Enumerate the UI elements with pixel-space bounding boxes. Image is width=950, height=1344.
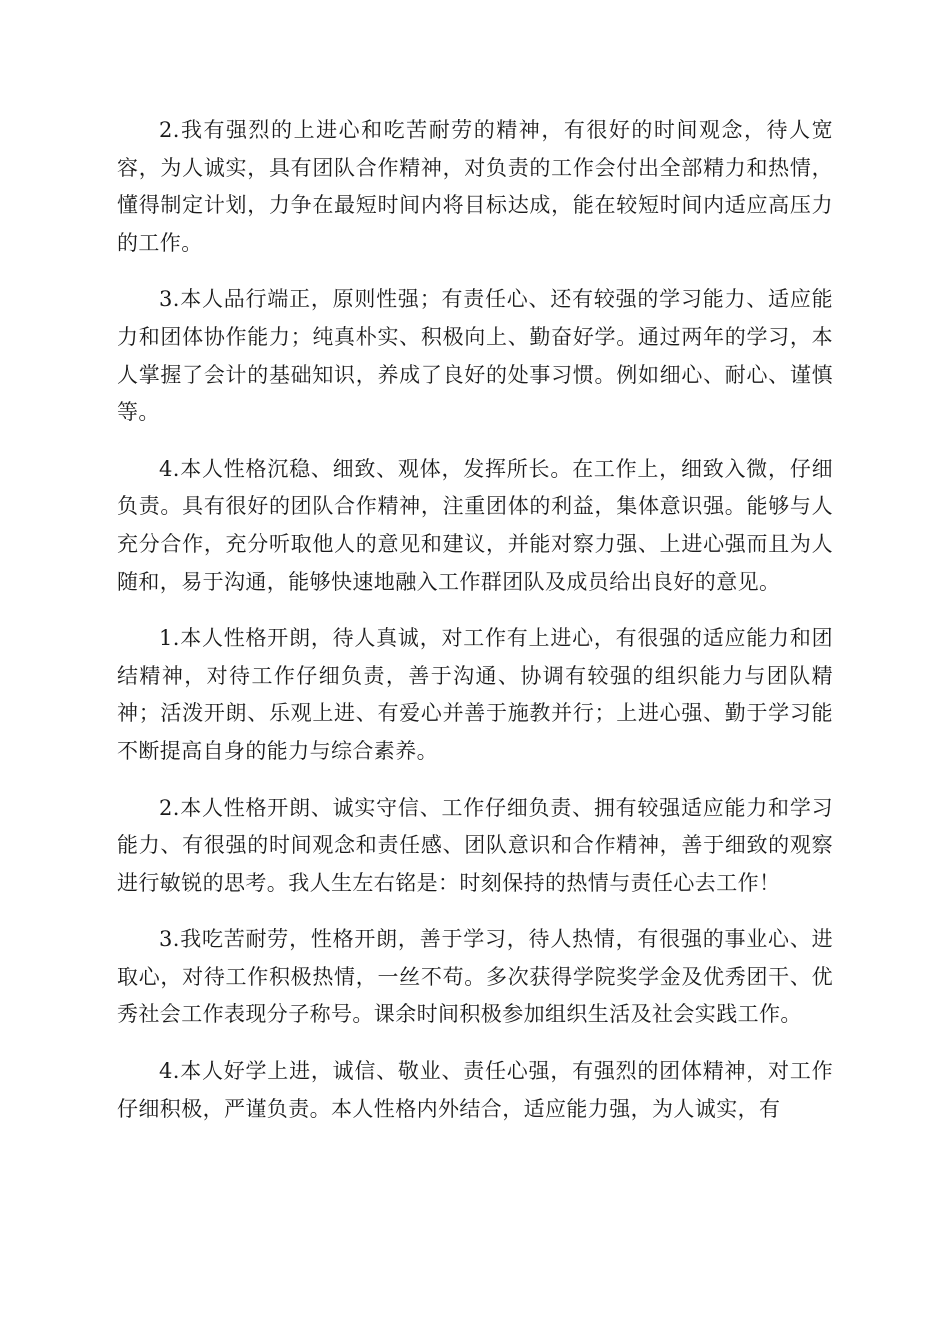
paragraph: 4.本人好学上进，诚信、敬业、责任心强，有强烈的团体精神，对工作仔细积极，严谨负责。本人性格内外结合，适应能力强，为人诚实，有 (117, 1059, 833, 1121)
paragraph: 2.本人性格开朗、诚实守信、工作仔细负责、拥有较强适应能力和学习能力、有很强的时间观念和责任感、团队意识和合作精神，善于细致的观察进行敏锐的思考。我人生左右铭是：时刻保持的热情与责任心去工作！ (117, 795, 833, 895)
paragraph: 4.本人性格沉稳、细致、观体，发挥所长。在工作上，细致入微，仔细负责。具有很好的团队合作精神，注重团体的利益，集体意识强。能够与人充分合作，充分听取他人的意见和建议，并能对察力强、上进心强而且为人随和，易于沟通，能够快速地融入工作群团队及成员给出良好的意见。 (117, 456, 833, 594)
paragraph: 1.本人性格开朗，待人真诚，对工作有上进心，有很强的适应能力和团结精神，对待工作仔细负责，善于沟通、协调有较强的组织能力与团队精神；活泼开朗、乐观上进、有爱心并善于施教并行；上进心强、勤于学习能不断提高自身的能力与综合素养。 (117, 626, 833, 763)
paragraph: 2.我有强烈的上进心和吃苦耐劳的精神，有很好的时间观念，待人宽容，为人诚实，具有团队合作精神，对负责的工作会付出全部精力和热情，懂得制定计划，力争在最短时间内将目标达成，能在较短时间内适应高压力的工作。 (117, 118, 833, 255)
document-body (117, 112, 833, 1147)
paragraph: 3.本人品行端正，原则性强；有责任心、还有较强的学习能力、适应能力和团体协作能力；纯真朴实、积极向上、勤奋好学。通过两年的学习，本人掌握了会计的基础知识，养成了良好的处事习惯。例如细心、耐心、谨慎等。 (117, 287, 833, 425)
paragraph: 3.我吃苦耐劳，性格开朗，善于学习，待人热情，有很强的事业心、进取心，对待工作积极热情，一丝不苟。多次获得学院奖学金及优秀团干、优秀社会工作表现分子称号。课余时间积极参加组织生活及社会实践工作。 (117, 927, 833, 1027)
